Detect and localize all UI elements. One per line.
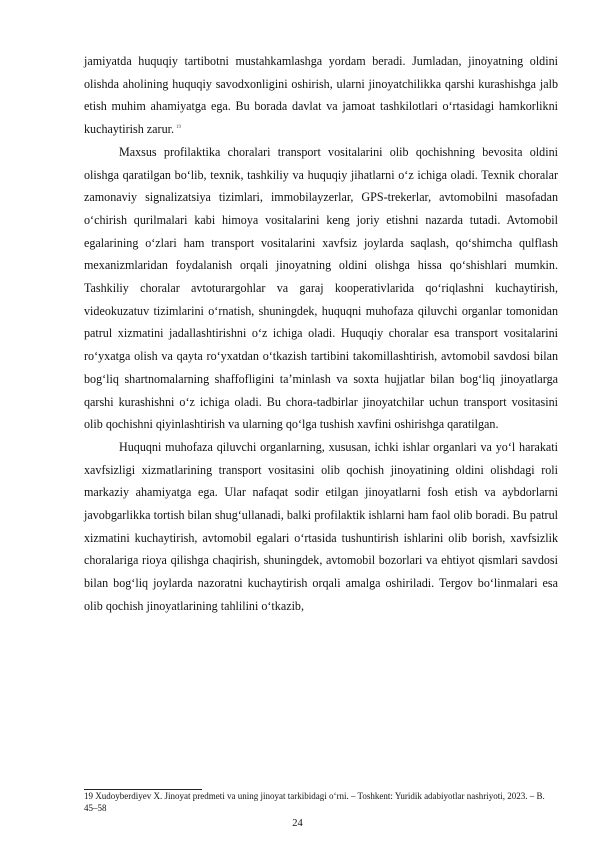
- footnote-reference: 19: [176, 125, 182, 131]
- footnote: 19 Xudoyberdiyev X. Jinoyat predmeti va uning jinoyat tarkibidagi o‘rni. – Toshkent: Yuridik adabiyotlar nashriyoti, 2023. – B. 45–58: [84, 791, 545, 813]
- page-number: 24: [292, 818, 303, 829]
- footnote-divider: [84, 789, 202, 790]
- paragraph-1-text: jamiyatda huquqiy tartibotni mustahkamlashga yordam beradi. Jumladan, jinoyatning oldini olishda aholining huquqiy savodxonligini oshirish, ularni jinoyatchilikka qarshi kurashishga jalb etish muhim ahamiyatga ega. Bu borada davlat va jamoat tashkilotlari o‘rtasidagi hamkorlikni kuchaytirish zarur.: [84, 54, 558, 137]
- page-body: [84, 50, 558, 618]
- paragraph-3: Huquqni muhofaza qiluvchi organlarning, xususan, ichki ishlar organlari va yo‘l harakati xavfsizligi xizmatlarining transport vositasini olib qochish jinoyatining oldini olishdagi roli markaziy ahamiyatga ega. Ular nafaqat sodir etilgan jinoyatlarni fosh etish va aybdorlarni javobgarlikka tortish bilan shug‘ullanadi, balki profilaktik ishlarni ham faol olib boradi. Bu patrul xizmatini kuchaytirish, avtomobil egalari o‘rtasida tushuntirish ishlarini olib borish, xavfsizlik choralariga rioya qilishga chaqirish, shuningdek, avtomobil bozorlari va ehtiyot qismlari savdosi bilan bog‘liq joylarda nazoratni kuchaytirish orqali amalga oshiriladi. Tergov bo‘linmalari esa olib qochish jinoyatlarining tahlilini o‘tkazib,: [84, 439, 558, 613]
- paragraph-2: Maxsus profilaktika choralari transport vositalarini olib qochishning bevosita oldini olishga qaratilgan bo‘lib, texnik, tashkiliy va huquqiy jihatlarni o‘z ichiga oladi. Texnik choralar zamonaviy signalizatsiya tizimlari, immobilayzerlar, GPS-trekerlar, avtomobilni masofadan o‘chirish qurilmalari kabi himoya vositalarini keng joriy etishni nazarda tutadi. Avtomobil egalarining o‘zlari ham transport vositalarini xavfsiz joylarda saqlash, qo‘shimcha qulflash mexanizmlaridan foydalanish orqali jinoyatning oldini olishga hissa qo‘shishlari mumkin. Tashkiliy choralar avtoturargohlar va garaj kooperativlarida qo‘riqlashni kuchaytirish, videokuzatuv tizimlarini o‘rnatish, shuningdek, huquqni muhofaza qiluvchi organlar tomonidan patrul xizmatini jadallashtirishni o‘z ichiga oladi. Huquqiy choralar esa transport vositalarini ro‘yxatga olish va qayta ro‘yxatdan o‘tkazish tartibini takomillashtirish, avtomobil savdosi bilan bog‘liq shartnomalarning shaffofligini ta’minlash va soxta hujjatlar bilan bog‘liq jinoyatlarga qarshi kurashishni o‘z ichiga oladi. Bu chora-tadbirlar jinoyatchilar uchun transport vositasini olib qochishni qiyinlashtirish va ularning qo‘lga tushish xavfini oshirishga qaratilgan.: [84, 144, 558, 432]
- paragraph-1: [84, 50, 558, 141]
